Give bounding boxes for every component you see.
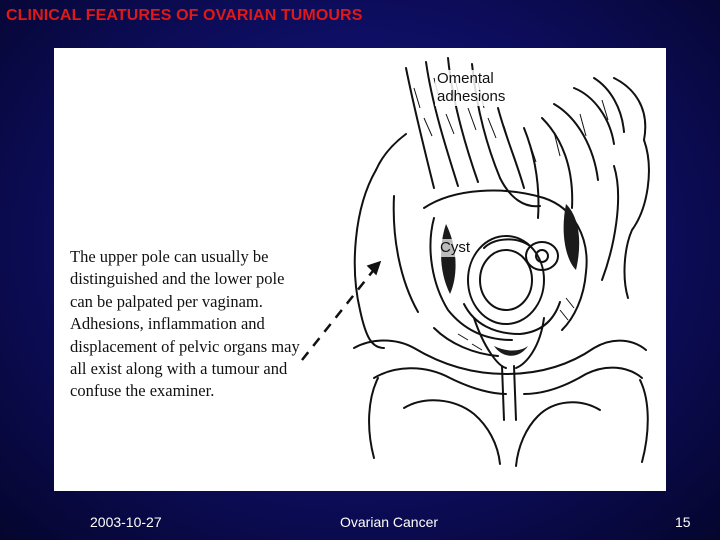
footer-date: 2003-10-27 xyxy=(90,514,162,530)
cyst-label: Cyst xyxy=(440,239,470,256)
page-number: 15 xyxy=(675,514,691,530)
figure-caption: The upper pole can usually be distinguished and the lower pole can be palpated per vaginam. Adhesions, inflammation and displacement of pelvic organs may all exist along with a tumour and confuse the examiner. xyxy=(70,247,300,401)
footer-title: Ovarian Cancer xyxy=(340,514,439,530)
slide-title: CLINICAL FEATURES OF OVARIAN TUMOURS xyxy=(6,7,363,24)
omental-adhesions-label: Omental adhesions xyxy=(437,70,506,105)
pelvis-illustration xyxy=(54,48,666,491)
